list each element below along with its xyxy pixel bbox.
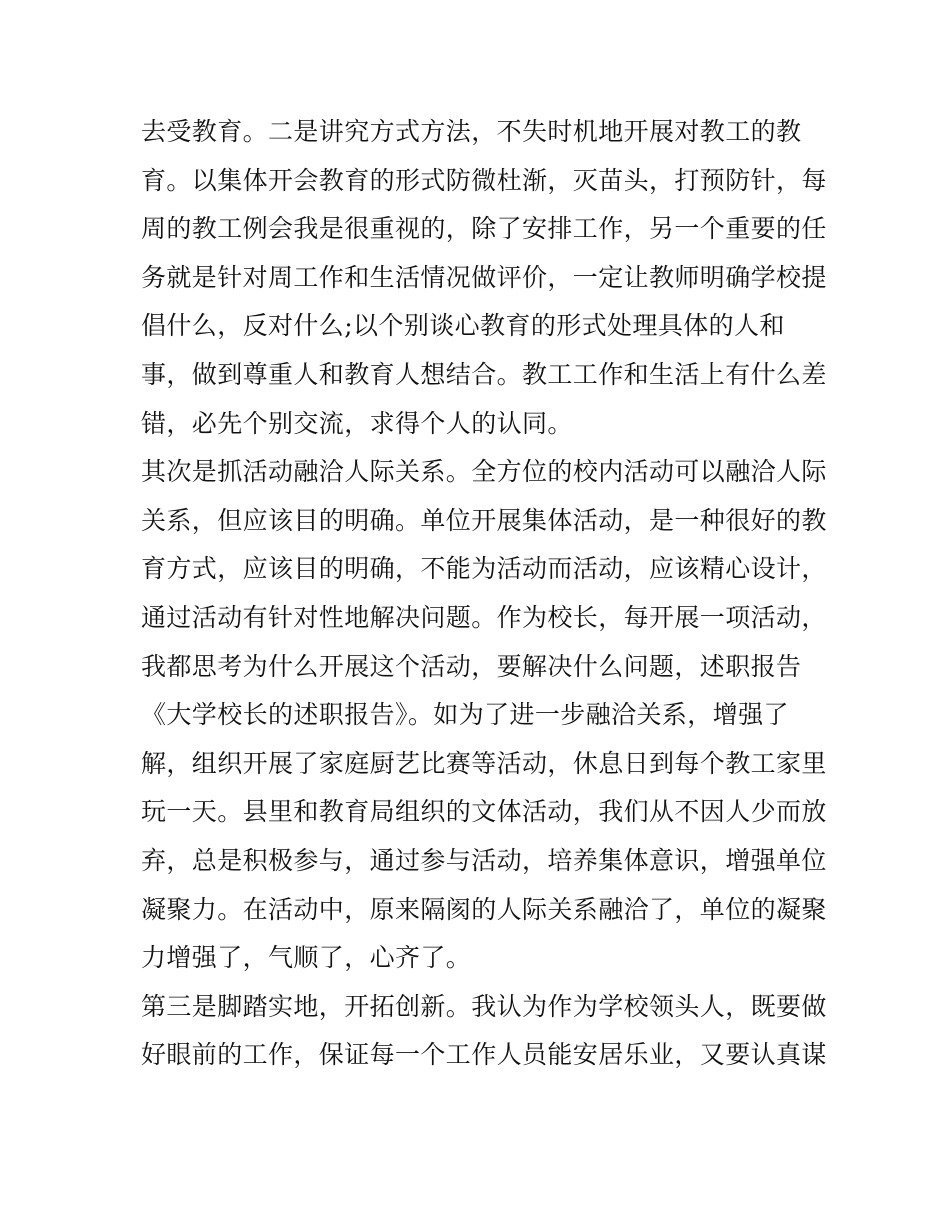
text-line: 错，必先个别交流，求得个人的认同。 xyxy=(141,408,573,438)
text-line: 育。以集体开会教育的形式防微杜渐，灭苗头，打预防针，每 xyxy=(141,165,827,195)
text-line: 周的教工例会我是很重视的，除了安排工作，另一个重要的任 xyxy=(141,214,827,244)
text-line: 倡什么，反对什么;以个别谈心教育的形式处理具体的人和 xyxy=(141,311,785,341)
text-line: 关系，但应该目的明确。单位开展集体活动，是一种很好的教 xyxy=(141,505,827,535)
text-line: 通过活动有针对性地解决问题。作为校长，每开展一项活动， xyxy=(141,602,827,632)
text-line: 弃，总是积极参与，通过参与活动，培养集体意识，增强单位 xyxy=(141,845,827,875)
text-line: 去受教育。二是讲究方式方法，不失时机地开展对教工的教 xyxy=(141,117,802,146)
body-text xyxy=(141,108,827,1080)
text-line: 《大学校长的述职报告》。如为了进一步融洽关系，增强了 xyxy=(141,700,789,730)
text-line: 事，做到尊重人和教育人想结合。教工工作和生活上有什么差 xyxy=(141,359,827,389)
paragraph-start-line: 其次是抓活动融洽人际关系。全方位的校内活动可以融洽人际 xyxy=(141,457,827,487)
text-line: 务就是针对周工作和生活情况做评价，一定让教师明确学校提 xyxy=(141,262,827,292)
paragraph-start-line: 第三是脚踏实地，开拓创新。我认为作为学校领头人，既要做 xyxy=(141,991,827,1021)
text-line: 好眼前的工作，保证每一个工作人员能安居乐业，又要认真谋 xyxy=(141,1040,827,1070)
text-line: 力增强了，气顺了，心齐了。 xyxy=(141,943,472,973)
text-line: 育方式，应该目的明确，不能为活动而活动，应该精心设计， xyxy=(141,554,827,584)
text-line: 凝聚力。在活动中，原来隔阂的人际关系融洽了，单位的凝聚 xyxy=(141,894,827,924)
text-line: 玩一天。县里和教育局组织的文体活动，我们从不因人少而放 xyxy=(141,797,827,827)
text-line: 解，组织开展了家庭厨艺比赛等活动，休息日到每个教工家里 xyxy=(141,748,827,778)
text-line: 我都思考为什么开展这个活动，要解决什么问题，述职报告 xyxy=(141,651,802,681)
